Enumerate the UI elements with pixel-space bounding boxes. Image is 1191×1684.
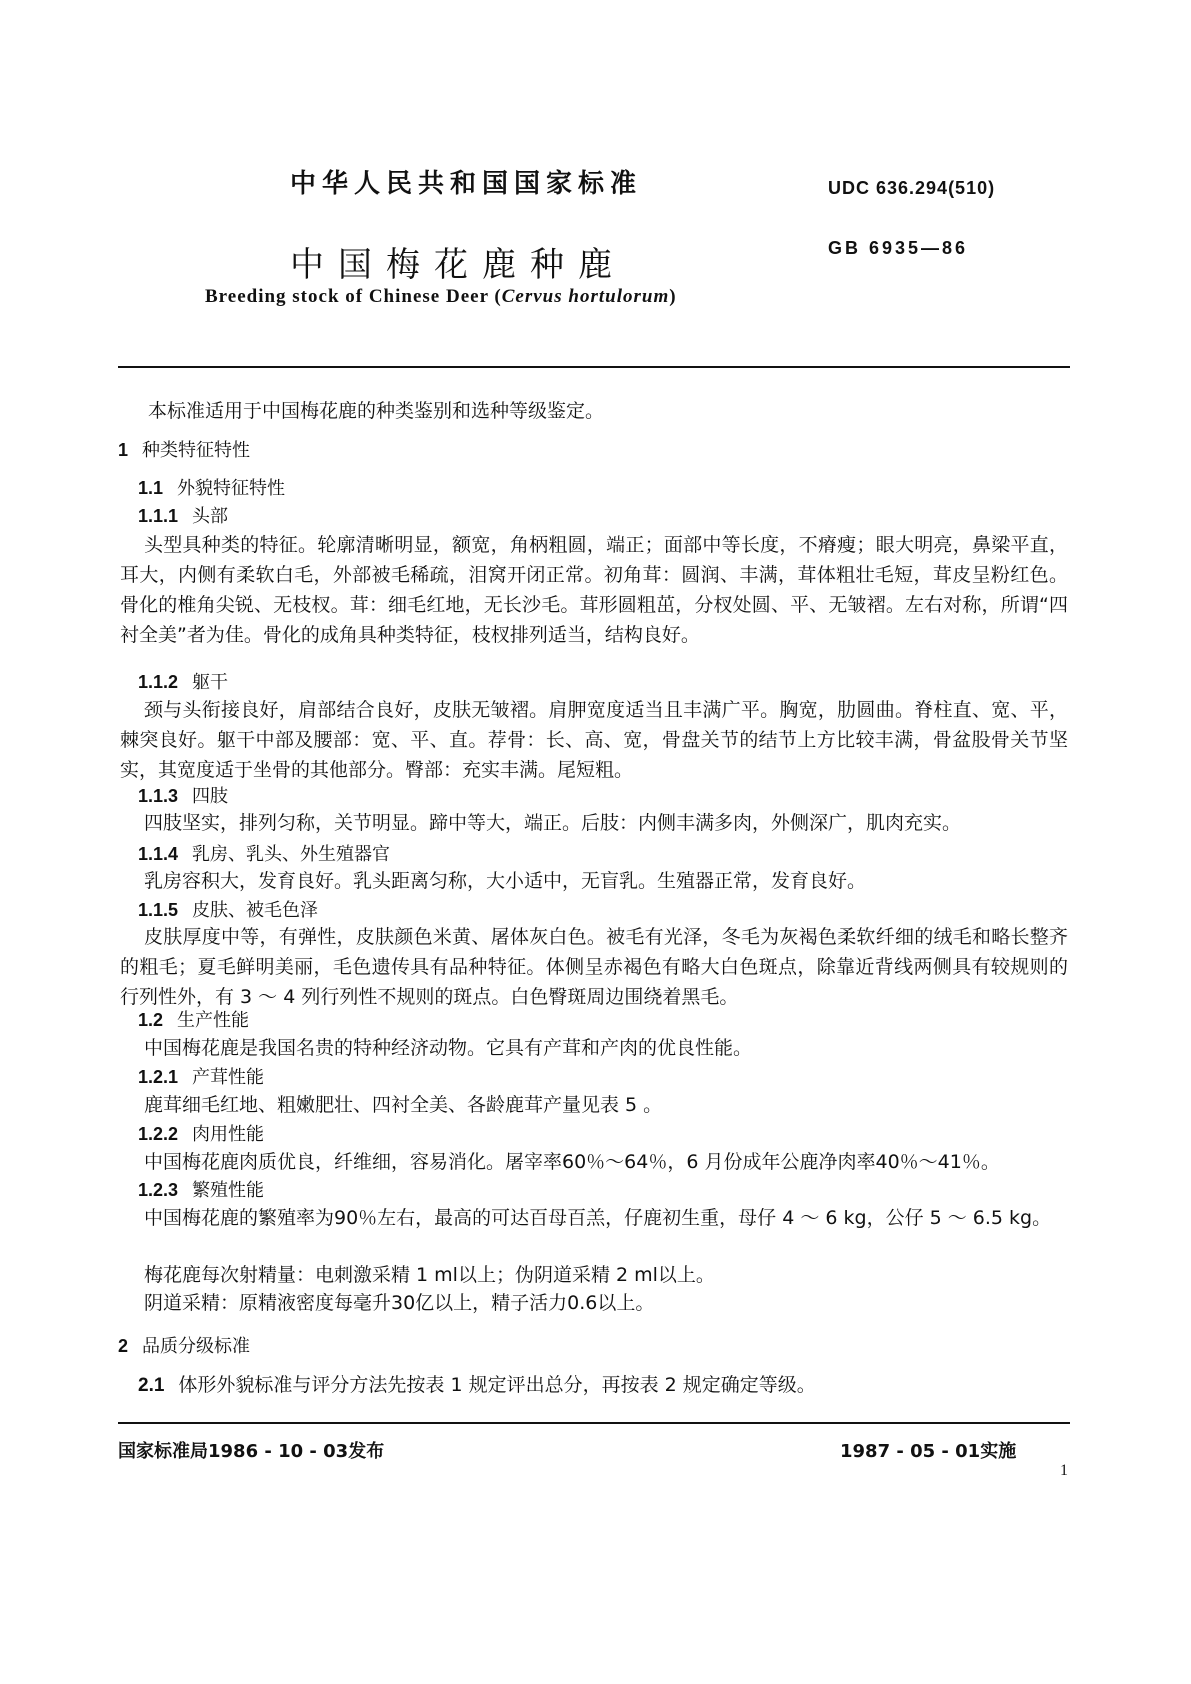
section-title: 乳房、乳头、外生殖器官 xyxy=(192,844,391,865)
section-number: 1.2.1 xyxy=(138,1067,179,1087)
section-number: 1.1.2 xyxy=(138,672,179,692)
section-1-1-5-heading xyxy=(138,896,318,922)
section-1-1-3-heading xyxy=(138,782,228,808)
skin-paragraph: 皮肤厚度中等，有弹性，皮肤颜色米黄、屠体灰白色。被毛有光泽，冬毛为灰褐色柔软纤细的绒毛和略长整齐的粗毛；夏毛鲜明美丽，毛色遗传具有品种特征。体侧呈赤褐色有略大白色斑点，除靠近背线两侧具有较规则的行列性外，有 3 ～ 4 列行列性不规则的斑点。白色臀斑周边围绕着黑毛。 xyxy=(120,926,1068,1008)
section-1-2-1-heading xyxy=(138,1063,264,1089)
section-1-1-4-heading xyxy=(138,840,390,866)
section-title: 外貌特征特性 xyxy=(177,478,286,499)
section-1-2-3-heading xyxy=(138,1176,264,1202)
meat-paragraph: 中国梅花鹿肉质优良，纤维细，容易消化。屠宰率60％～64％，6 月份成年公鹿净肉率40％～41％。 xyxy=(144,1151,1000,1173)
udc-code: UDC 636.294(510) xyxy=(828,178,996,198)
section-title: 生产性能 xyxy=(177,1010,250,1031)
section-number: 2.1 xyxy=(138,1375,165,1396)
section-1-1-1-heading xyxy=(138,502,228,528)
footer-divider xyxy=(118,1422,1070,1424)
section-number: 1.1 xyxy=(138,478,164,498)
english-title-text: Breeding stock of Chinese Deer ( xyxy=(205,286,502,307)
section-number: 1.1.3 xyxy=(138,786,179,806)
section-2-heading xyxy=(118,1332,250,1358)
section-number: 1.1.1 xyxy=(138,506,179,526)
section-number: 1 xyxy=(118,440,129,460)
production-paragraph: 中国梅花鹿是我国名贵的特种经济动物。它具有产茸和产肉的优良性能。 xyxy=(144,1037,753,1059)
udder-paragraph: 乳房容积大，发育良好。乳头距离匀称，大小适中，无盲乳。生殖器正常，发育良好。 xyxy=(144,870,867,892)
antler-paragraph: 鹿茸细毛红地、粗嫩肥壮、四衬全美、各龄鹿茸产量见表 5 。 xyxy=(144,1094,663,1116)
section-1-heading xyxy=(118,436,250,462)
section-number: 2 xyxy=(118,1336,129,1356)
section-1-1-heading xyxy=(138,474,285,500)
section-title: 头部 xyxy=(192,506,229,527)
effective-date: 1987 - 05 - 01实施 xyxy=(840,1441,1017,1462)
semen-quality-paragraph: 阴道采精：原精液密度每毫升30亿以上，精子活力0.6以上。 xyxy=(144,1292,655,1314)
section-number: 1.1.4 xyxy=(138,844,179,864)
english-title-close: ) xyxy=(669,286,677,307)
reproduction-paragraph: 中国梅花鹿的繁殖率为90％左右，最高的可达百母百羔，仔鹿初生重，母仔 4 ～ 6 kg，公仔 5 ～ 6.5 kg。 xyxy=(144,1207,1052,1229)
trunk-paragraph: 颈与头衔接良好，肩部结合良好，皮肤无皱褶。肩胛宽度适当且丰满广平。胸宽，肋圆曲。脊柱直、宽、平，棘突良好。躯干中部及腰部：宽、平、直。荐骨：长、高、宽，骨盘关节的结节上方比较丰满，骨盆股骨关节坚实，其宽度适于坐骨的其他部分。臀部：充实丰满。尾短粗。 xyxy=(120,699,1068,781)
document-title: 中国梅花鹿种鹿 xyxy=(290,245,626,285)
section-title: 皮肤、被毛色泽 xyxy=(192,900,319,921)
section-text: 体形外貌标准与评分方法先按表 1 规定评出总分，再按表 2 规定确定等级。 xyxy=(178,1374,816,1396)
page-number: 1 xyxy=(1060,1462,1068,1479)
latin-name: Cervus hortulorum xyxy=(501,286,670,307)
english-title xyxy=(205,286,677,308)
semen-volume-paragraph: 梅花鹿每次射精量：电刺激采精 1 ml以上；伪阴道采精 2 ml以上。 xyxy=(144,1264,715,1286)
header-divider xyxy=(118,366,1070,368)
gb-number: GB 6935—86 xyxy=(828,238,969,258)
section-title: 种类特征特性 xyxy=(142,440,251,461)
limbs-paragraph: 四肢坚实，排列匀称，关节明显。蹄中等大，端正。后肢：内侧丰满多肉，外侧深广，肌肉充实。 xyxy=(144,812,962,834)
section-2-1 xyxy=(138,1370,816,1397)
section-title: 肉用性能 xyxy=(192,1124,265,1145)
intro-text: 本标准适用于中国梅花鹿的种类鉴别和选种等级鉴定。 xyxy=(148,400,605,422)
section-number: 1.2 xyxy=(138,1010,164,1030)
section-title: 四肢 xyxy=(192,786,229,807)
section-title: 品质分级标准 xyxy=(142,1336,251,1357)
section-number: 1.2.2 xyxy=(138,1124,179,1144)
section-title: 躯干 xyxy=(192,672,229,693)
section-1-2-heading xyxy=(138,1006,249,1032)
issue-date: 国家标准局1986 - 10 - 03发布 xyxy=(118,1441,385,1462)
national-standard-heading: 中华人民共和国国家标准 xyxy=(290,169,643,199)
section-1-2-2-heading xyxy=(138,1120,264,1146)
section-title: 繁殖性能 xyxy=(192,1180,265,1201)
section-number: 1.2.3 xyxy=(138,1180,179,1200)
section-number: 1.1.5 xyxy=(138,900,179,920)
head-paragraph: 头型具种类的特征。轮廓清晰明显，额宽，角柄粗圆，端正；面部中等长度，不瘠瘦；眼大明亮，鼻梁平直，耳大，内侧有柔软白毛，外部被毛稀疏，泪窝开闭正常。初角茸：圆润、丰满，茸体粗壮毛短，茸皮呈粉红色。骨化的椎角尖锐、无枝杈。茸：细毛红地，无长沙毛。茸形圆粗茁，分杈处圆、平、无皱褶。左右对称，所谓“四衬全美”者为佳。骨化的成角具种类特征，枝杈排列适当，结构良好。 xyxy=(120,534,1068,646)
section-1-1-2-heading xyxy=(138,668,228,694)
section-title: 产茸性能 xyxy=(192,1067,265,1088)
